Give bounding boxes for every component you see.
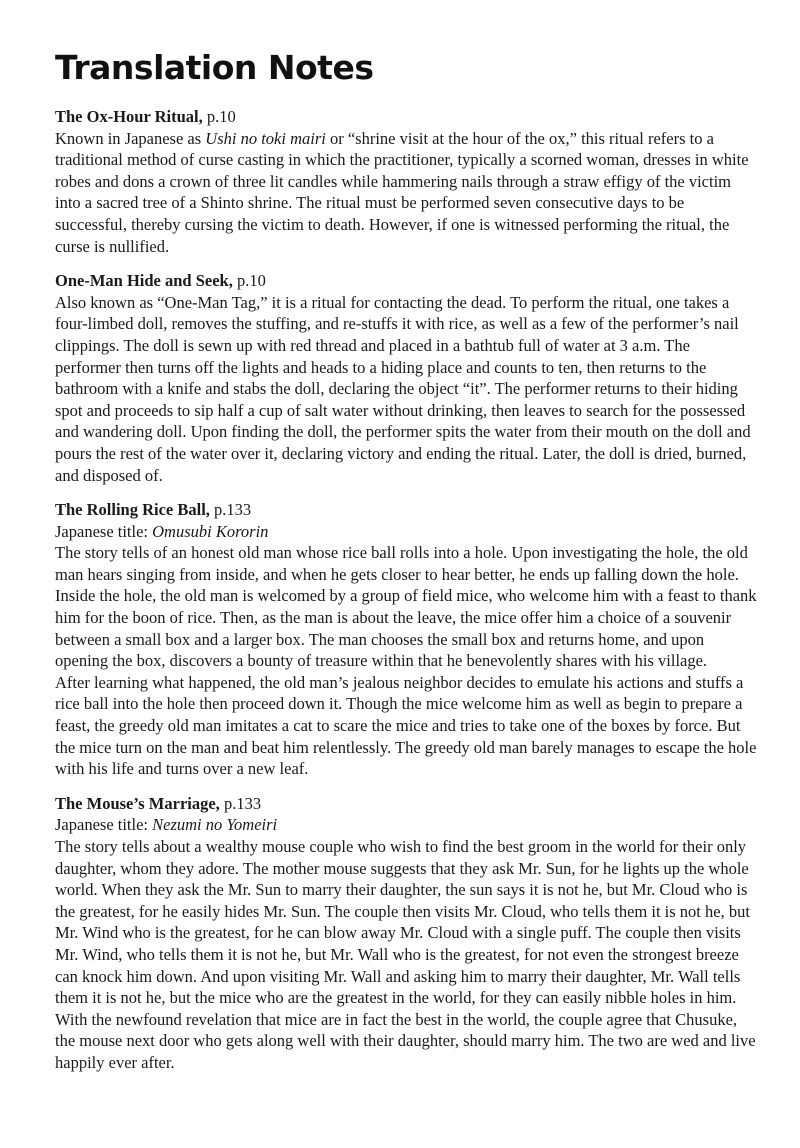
japanese-title-line [55,814,760,836]
note-page-ref: p.10 [236,271,266,291]
note-title: The Ox-Hour Ritual, [55,107,203,126]
note-heading [55,499,760,521]
note-paragraph: The story tells about a wealthy mouse couple who wish to find the best groom in the world for their only daughter, whom they adore. The mother mouse suggests that they ask Mr. Sun, for he lights up the whole world. When they ask the Mr. Sun to marry their daughter, the sun says it is not he, but Mr. Cloud who is the greatest, for he easily hides Mr. Sun. The couple then visits Mr. Cloud, who tells them it is not he, but Mr. Wind who is the greatest, for he can blow away Mr. Cloud with a single puff. The couple then visits Mr. Wind, who tells them it is not he, but Mr. Wall who is the greatest, for not even the strongest breeze can knock him down. And upon visiting Mr. Wall and asking him to marry their daughter, Mr. Wall tells them it is not he, but the mice who are the greatest in the world, for they can easily nibble holes in him. [55,837,750,1008]
note-title: The Rolling Rice Ball, [55,500,210,520]
note-paragraph: Also known as “One-Man Tag,” it is a ritual for contacting the dead. To perform the ritual, one takes a four-limbed doll, removes the stuffing, and re-stuffs it with rice, as well as a few of the performer’s nail clippings. The doll is sewn up with red thread and placed in a bathtub full of water at 3 a.m. The performer then turns off the lights and heads to a hiding place and counts to ten, then returns to the bathroom with a knife and stabs the doll, declaring the object “it”. The performer returns to their hiding spot and proceeds to sip half a cup of salt water without drinking, then leaves to search for the possessed and wandering doll. Upon finding the doll, the performer spits the water from their mouth on the doll and pours the rest of the water over it, declaring victory and ending the ritual. Later, the doll is dried, burned, and disposed of. [55,292,751,485]
note-page-ref: p.133 [214,500,252,520]
note-rolling-rice-ball [55,499,760,780]
japanese-title-label: Japanese title: [55,521,149,541]
note-one-man-hide-and-seek [55,270,760,486]
note-paragraph: After learning what happened, the old man’s jealous neighbor decides to emulate his actions and stuffs a rice ball into the hole then proceed down it. Though the mice welcome him as well as begin to prepare a feast, the greedy old man imitates a cat to scare the mice and tries to take one of the boxes by force. But the mice turn on the man and beat him relentlessly. The greedy old man barely manages to escape the hole with his life and turns over a new leaf. [55,672,757,779]
note-heading [55,793,760,815]
note-mouses-marriage [55,793,760,1074]
note-ox-hour-ritual [55,106,760,257]
japanese-title-label: Japanese title: [55,815,149,835]
japanese-title-value: Omusubi Kororin [152,521,269,541]
note-paragraph: The story tells of an honest old man whose rice ball rolls into a hole. Upon investigating the hole, the old man hears singing from inside, and when he gets closer to hear better, he ends up falling down the hole. Inside the hole, the old man is welcomed by a group of field mice, who welcome him with a feast to thank him for the boon of rice. Then, as the man is about the leave, the mice offer him a choice of a souvenir between a small box and a larger box. The man chooses the small box and returns home, and upon opening the box, discovers a bounty of treasure within that he benevolently shares with his village. [55,543,757,671]
note-heading [55,270,760,292]
note-page-ref: p.133 [223,793,262,813]
page-title: Translation Notes [55,48,374,87]
note-paragraph: With the newfound revelation that mice are in fact the best in the world, the couple agree that Chusuke, the mouse next door who gets along well with their daughter, should marry him. The two are wed and live happily ever after. [55,1009,756,1072]
note-title: One-Man Hide and Seek, [55,271,233,291]
note-heading [55,106,760,128]
note-page-ref: p.10 [206,107,236,126]
japanese-title-line [55,521,760,543]
note-title: The Mouse’s Marriage, [55,793,220,813]
japanese-title-value: Nezumi no Yomeiri [152,815,278,835]
note-paragraph: Known in Japanese as Ushi no toki mairi or “shrine visit at the hour of the ox,” this ritual refers to a traditional method of curse casting in which the practitioner, typically a scorned woman, dresses in white robes and dons a crown of three lit candles while hammering nails through a straw effigy of the victim into a sacred tree of a Shinto shrine. The ritual must be performed seven consecutive days to be successful, thereby cursing the victim to death. However, if one is witnessed performing the ritual, the curse is nullified. [55,128,749,256]
